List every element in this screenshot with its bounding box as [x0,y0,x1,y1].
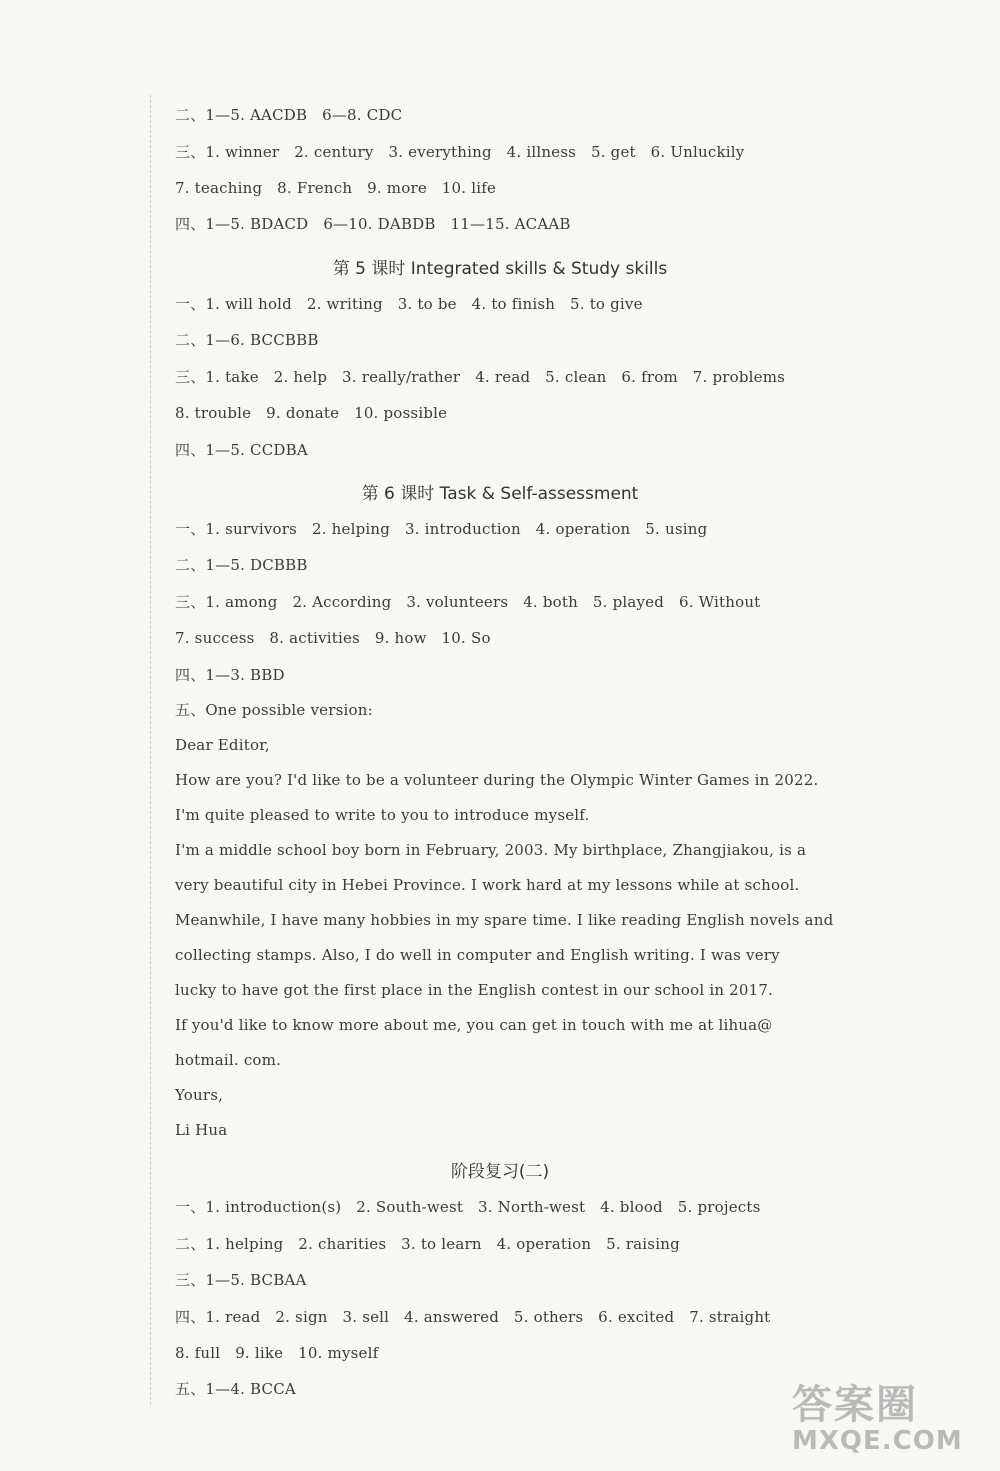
letter-line: How are you? I'd like to be a volunteer during the Olympic Winter Games in 2022. [175,771,819,789]
letter-line: Dear Editor, [175,736,270,754]
letter-line: hotmail. com. [175,1051,282,1069]
watermark-url: MXQE.COM [792,1426,963,1456]
answer-line: 一、1. will hold 2. writing 3. to be 4. to finish 5. to give [175,295,643,313]
section-heading-stage-review: 阶段复习(二) [450,1162,550,1182]
answer-line: 二、1—6. BCCBBB [175,331,319,349]
answer-line: 二、1—5. AACDB 6—8. CDC [175,106,403,124]
answer-line: 五、1—4. BCCA [175,1380,296,1398]
answer-line: 一、1. survivors 2. helping 3. introduction 4. operation 5. using [175,520,708,538]
answer-line: 8. trouble 9. donate 10. possible [175,404,448,422]
answer-line: 三、1. take 2. help 3. really/rather 4. read 5. clean 6. from 7. problems [175,368,786,386]
answer-line: 二、1—5. DCBBB [175,556,308,574]
letter-line: collecting stamps. Also, I do well in computer and English writing. I was very [175,946,780,964]
section-heading-lesson-6: 第 6 课时 Task & Self-assessment [361,484,639,504]
section-heading-lesson-5: 第 5 课时 Integrated skills & Study skills [332,259,668,279]
answer-line: 三、1. winner 2. century 3. everything 4. illness 5. get 6. Unluckily [175,143,745,161]
letter-line: I'm a middle school boy born in February, 2003. My birthplace, Zhangjiakou, is a [175,841,807,859]
letter-line: lucky to have got the first place in the English contest in our school in 2017. [175,981,774,999]
answer-line: 二、1. helping 2. charities 3. to learn 4. operation 5. raising [175,1235,680,1253]
answer-line: 四、1—3. BBD [175,666,285,684]
watermark-title: 答案圈 [792,1382,918,1428]
answer-line: 7. teaching 8. French 9. more 10. life [175,179,497,197]
answer-line: 四、1. read 2. sign 3. sell 4. answered 5. others 6. excited 7. straight [175,1308,771,1326]
letter-line: Li Hua [175,1121,228,1139]
answer-line: 五、One possible version: [175,701,373,719]
answer-line: 四、1—5. CCDBA [175,441,308,459]
binding-margin-line [150,95,151,1405]
letter-line: Yours, [175,1086,224,1104]
answer-line: 7. success 8. activities 9. how 10. So [175,629,491,647]
answer-line: 8. full 9. like 10. myself [175,1344,379,1362]
answer-line: 三、1. among 2. According 3. volunteers 4. both 5. played 6. Without [175,593,761,611]
answer-line: 一、1. introduction(s) 2. South-west 3. North-west 4. blood 5. projects [175,1198,761,1216]
letter-line: I'm quite pleased to write to you to introduce myself. [175,806,590,824]
letter-line: Meanwhile, I have many hobbies in my spare time. I like reading English novels and [175,911,834,929]
letter-line: If you'd like to know more about me, you can get in touch with me at lihua@ [175,1016,773,1034]
letter-line: very beautiful city in Hebei Province. I work hard at my lessons while at school. [175,876,800,894]
watermark-logo [792,1383,982,1463]
answer-line: 四、1—5. BDACD 6—10. DABDB 11—15. ACAAB [175,215,571,233]
answer-line: 三、1—5. BCBAA [175,1271,307,1289]
